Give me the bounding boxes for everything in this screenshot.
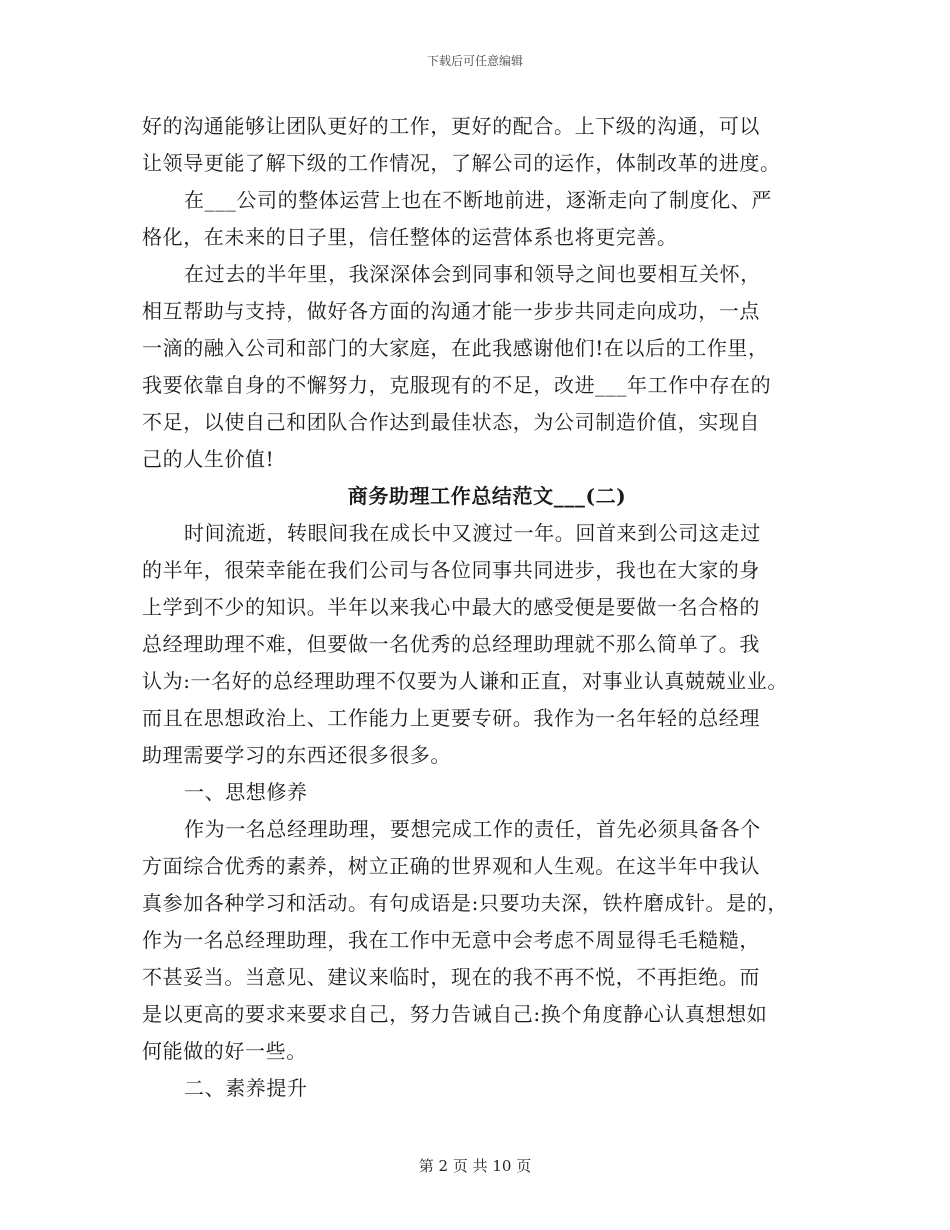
text-line: 我要依靠自身的不懈努力，克服现有的不足，改进___年工作中存在的 bbox=[142, 373, 772, 397]
text-line: 助理需要学习的东西还很多很多。 bbox=[142, 743, 451, 767]
text-line: 上学到不少的知识。半年以来我心中最大的感受便是要做一名合格的 bbox=[142, 595, 760, 619]
text-line: 不甚妥当。当意见、建议来临时，现在的我不再不悦，不再拒绝。而 bbox=[142, 965, 760, 989]
text-line: 相互帮助与支持，做好各方面的沟通才能一步步共同走向成功，一点 bbox=[142, 299, 760, 323]
text-line: 一、思想修养 bbox=[184, 780, 308, 804]
text-line: 方面综合优秀的素养，树立正确的世界观和人生观。在这半年中我认 bbox=[142, 854, 760, 878]
text-line: 的半年，很荣幸能在我们公司与各位同事共同进步，我也在大家的身 bbox=[142, 558, 760, 582]
text-line: 不足，以使自己和团队合作达到最佳状态，为公司制造价值，实现自 bbox=[142, 410, 760, 434]
text-line: 格化，在未来的日子里，信任整体的运营体系也将更完善。 bbox=[142, 225, 678, 249]
text-line: 一滴的融入公司和部门的大家庭，在此我感谢他们!在以后的工作里， bbox=[142, 336, 769, 360]
text-line: 作为一名总经理助理，要想完成工作的责任，首先必须具备各个 bbox=[184, 817, 761, 841]
document-body bbox=[142, 108, 832, 1107]
text-line: 真参加各种学习和活动。有句成语是:只要功夫深，铁杵磨成针。是的， bbox=[142, 891, 788, 915]
text-line: 己的人生价值! bbox=[142, 447, 275, 471]
text-line: 好的沟通能够让团队更好的工作，更好的配合。上下级的沟通，可以 bbox=[142, 114, 760, 138]
text-line: 作为一名总经理助理，我在工作中无意中会考虑不周显得毛毛糙糙， bbox=[142, 928, 760, 952]
text-line: 在___公司的整体运营上也在不断地前进，逐渐走向了制度化、严 bbox=[184, 188, 772, 212]
page-header: 下载后可任意编辑 bbox=[426, 54, 523, 68]
text-line: 认为:一名好的总经理助理不仅要为人谦和正直，对事业认真兢兢业业。 bbox=[142, 669, 788, 693]
text-line: 而且在思想政治上、工作能力上更要专研。我作为一名年轻的总经理 bbox=[142, 706, 760, 730]
section-title: 商务助理工作总结范文___(二) bbox=[347, 484, 627, 508]
text-line: 在过去的半年里，我深深体会到同事和领导之间也要相互关怀， bbox=[184, 262, 761, 286]
text-line: 让领导更能了解下级的工作情况，了解公司的运作，体制改革的进度。 bbox=[142, 151, 781, 175]
text-line: 二、素养提升 bbox=[184, 1076, 308, 1100]
text-line: 时间流逝，转眼间我在成长中又渡过一年。回首来到公司这走过 bbox=[184, 521, 761, 545]
page-footer: 第 2 页 共 10 页 bbox=[418, 1157, 532, 1175]
text-line: 是以更高的要求来要求自己，努力告诫自己:换个角度静心认真想想如 bbox=[142, 1002, 768, 1026]
text-line: 总经理助理不难，但要做一名优秀的总经理助理就不那么简单了。我 bbox=[142, 632, 760, 656]
text-line: 何能做的好一些。 bbox=[142, 1039, 307, 1063]
